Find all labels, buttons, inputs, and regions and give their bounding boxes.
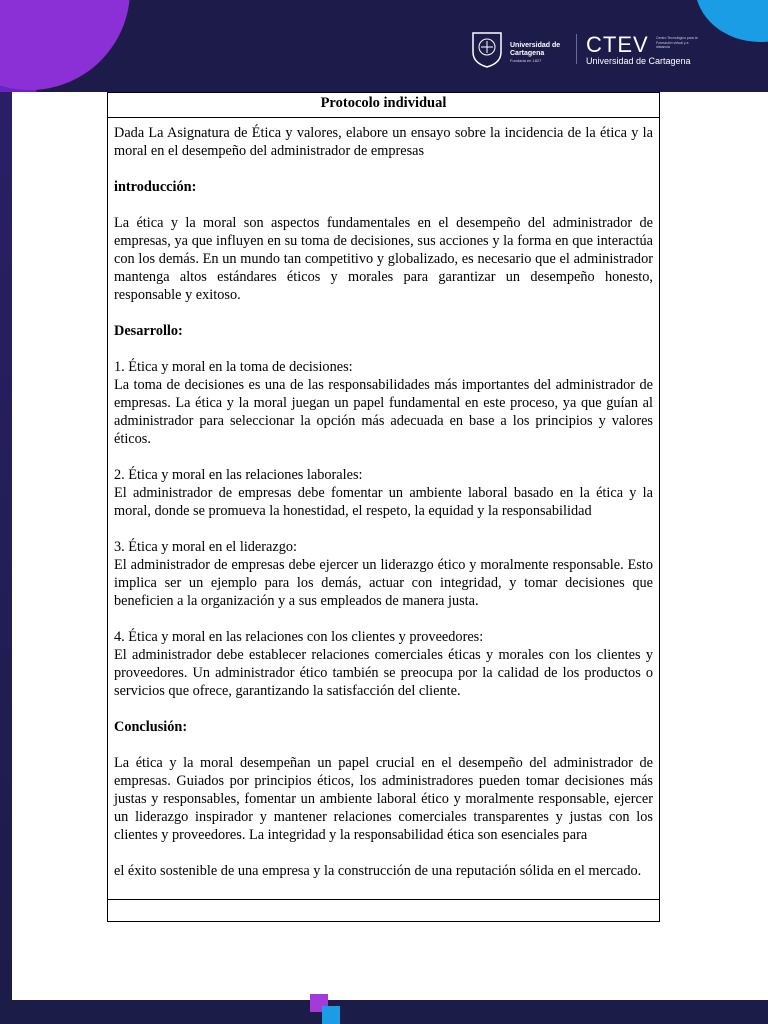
- protocol-table: [107, 92, 660, 922]
- ctev-description: Centro Tecnológico para la Formación virtual y a distancia: [656, 36, 698, 49]
- conclusion-tail: el éxito sostenible de una empresa y la construcción de una reputación sólida en el mercado.: [114, 863, 642, 879]
- section-title: 2. Ética y moral en las relaciones laborales:: [114, 467, 363, 483]
- ctev-title: CTEV: [586, 32, 649, 57]
- ctev-logo: [586, 34, 706, 70]
- section-text: La toma de decisiones es una de las responsabilidades más importantes del administrador de empresas. La ética y la moral juegan un papel fundamental en este proceso, ya que guían al administrador para seleccionar la opción más adecuada en base a los principios y valores éticos.: [114, 377, 653, 447]
- section-text: El administrador debe establecer relaciones comerciales éticas y morales con los clientes y proveedores. Un administrador ético también se preocupa por la calidad de los productos o servicios que ofrece, garantizando la satisfacción del cliente.: [114, 647, 653, 699]
- conclusion-paragraph: La ética y la moral desempeñan un papel crucial en el desempeño del administrador de empresas. Guiados por principios éticos, los administradores pueden tomar decisiones más justas y responsables, fomentar un ambiente laboral ético y moralmente responsable, ejercer un liderazgo inspirador y mantener relaciones comerciales transparentes y justas con los clientes y proveedores. La integridad y la responsabilidad ética son esenciales para: [114, 755, 653, 843]
- table-title: Protocolo individual: [108, 93, 659, 118]
- section-text: El administrador de empresas debe fomentar un ambiente laboral basado en la ética y la moral, donde se promueva la honestidad, el respeto, la equidad y la responsabilidad: [114, 485, 653, 519]
- universidad-name: Universidad de Cartagena Fundada en 1827: [510, 42, 570, 64]
- section-text: El administrador de empresas debe ejercer un liderazgo ético y moralmente responsable. Esto implica ser un ejemplo para los demás, actuar con integridad, y tomar decisiones que beneficien a la organización y a sus empleados de manera justa.: [114, 557, 653, 609]
- university-seal-icon: [470, 30, 504, 68]
- logo-divider: [576, 34, 577, 64]
- essay-body: [108, 118, 659, 900]
- section-title: 4. Ética y moral en las relaciones con los clientes y proveedores:: [114, 629, 484, 645]
- intro-paragraph: La ética y la moral son aspectos fundamentales en el desempeño del administrador de empresas, ya que influyen en su toma de decisiones, sus acciones y la forma en que interactúa con los demás. En un mundo tan competitivo y globalizado, es necesario que el administrador mantenga altos estándares éticos y morales para garantizar un desempeño honesto, responsable y exitoso.: [114, 215, 653, 303]
- ctev-subtitle: Universidad de Cartagena: [586, 56, 691, 66]
- left-border-strip: [0, 92, 12, 1000]
- decorative-circle: [0, 0, 130, 90]
- universidad-tagline: Fundada en 1827: [510, 58, 542, 63]
- essay-prompt: Dada La Asignatura de Ética y valores, elabore un ensayo sobre la incidencia de la ética y la moral en el desempeño del administrador de empresas: [114, 125, 653, 159]
- section-title: 1. Ética y moral en la toma de decisiones:: [114, 359, 353, 375]
- development-heading: Desarrollo:: [114, 323, 183, 339]
- section-title: 3. Ética y moral en el liderazgo:: [114, 539, 298, 555]
- intro-heading: introducción:: [114, 179, 197, 195]
- page-header: [0, 0, 768, 92]
- page-footer: [0, 1000, 768, 1024]
- footer-square-blue: [322, 1006, 340, 1024]
- conclusion-heading: Conclusión:: [114, 719, 188, 735]
